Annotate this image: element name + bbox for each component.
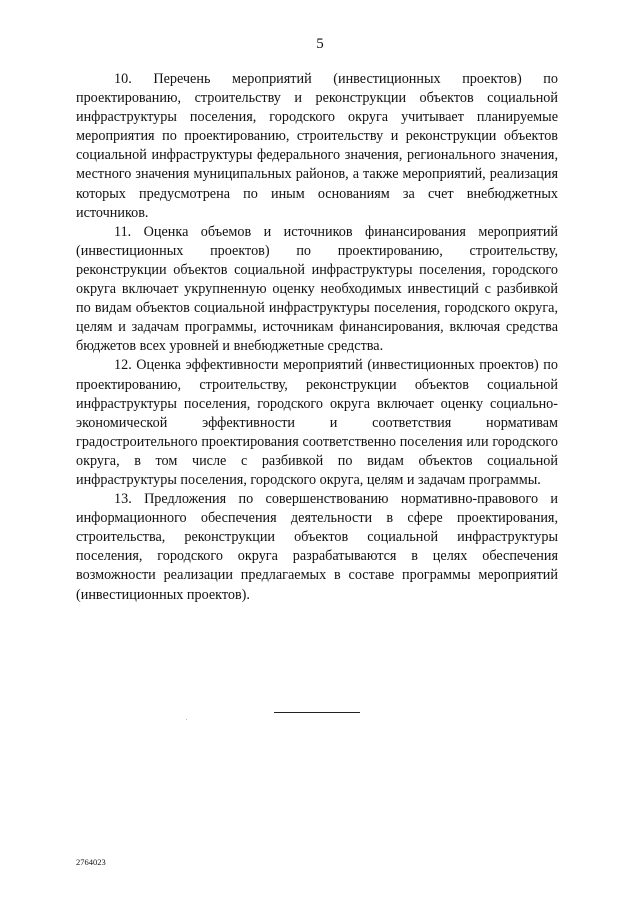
paragraph-10: 10. Перечень мероприятий (инвестиционных проектов) по проектированию, строительству и реконструкции объектов социальной инфраструктуры поселения, городского округа учитывает планируемые мероприятия по проектированию, строительству и реконструкции объектов социальной инфраструктуры федерального значения, регионального значения, местного значения муниципальных районов, а также мероприятий, реализация которых предусмотрена по иным основаниям за счет внебюджетных источников. <box>76 71 558 221</box>
paragraph-12: 12. Оценка эффективности мероприятий (инвестиционных проектов) по проектированию, строительству, реконструкции объектов социальной инфраструктуры поселения, городского округа включает оценку социально-экономической эффективности и соответствия нормативам градостроительного проектирования соответственно поселения или городского округа, в том числе с разбивкой по видам объектов социальной инфраструктуры поселения, городского округа, целям и задачам программы. <box>76 357 558 488</box>
document-body <box>76 70 558 605</box>
scan-dot <box>186 719 187 720</box>
document-code: 2764023 <box>76 857 106 867</box>
end-separator-line <box>274 712 360 713</box>
page-number: 5 <box>316 36 324 52</box>
paragraph-11: 11. Оценка объемов и источников финансирования мероприятий (инвестиционных проектов) по проектированию, строительству, реконструкции объектов социальной инфраструктуры поселения, городского округа включает укрупненную оценку необходимых инвестиций с разбивкой по видам объектов социальной инфраструктуры поселения, городского округа, целям и задачам программы, источникам финансирования, включая средства бюджетов всех уровней и внебюджетные средства. <box>76 223 558 355</box>
paragraph-13: 13. Предложения по совершенствованию нормативно-правового и информационного обеспечения деятельности в сфере проектирования, строительства, реконструкции объектов социальной инфраструктуры поселения, городского округа разрабатываются в целях обеспечения возможности реализации предлагаемых в составе программы мероприятий (инвестиционных проектов). <box>76 491 558 603</box>
